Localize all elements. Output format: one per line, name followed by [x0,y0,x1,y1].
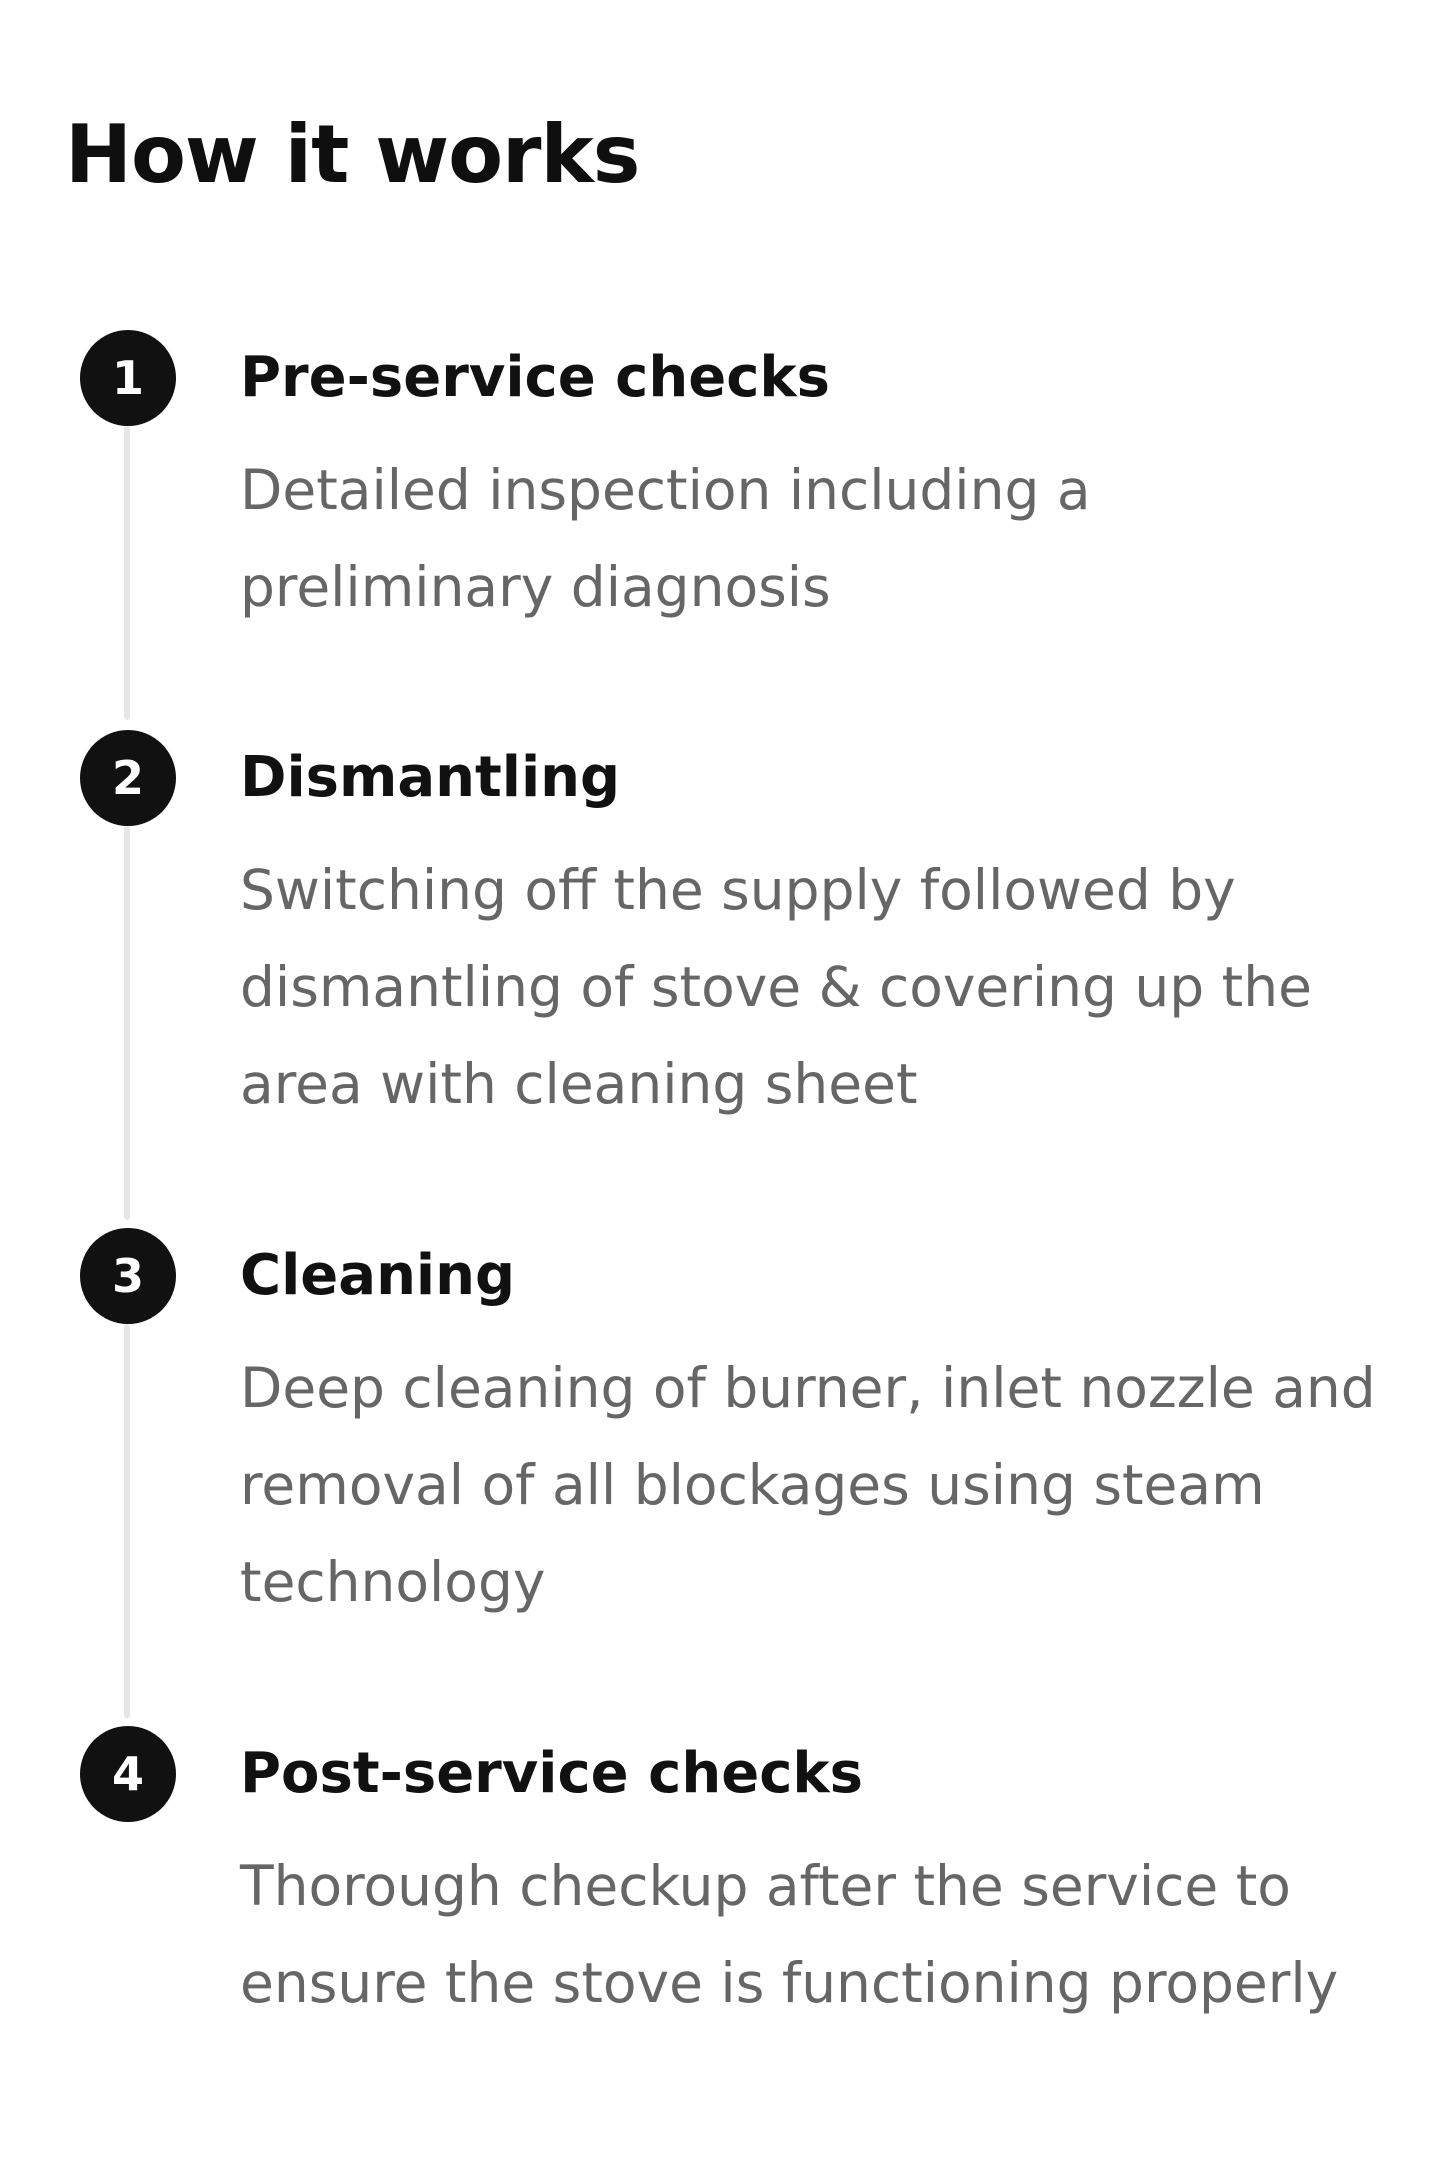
step-connector-line [124,1324,130,1718]
step-description: Switching off the supply followed by dismantling of stove & covering up the area with cleaning sheet [240,858,1312,1116]
page-title: How it works [65,108,640,201]
step-number-badge: 1 [80,330,176,426]
step-description: Detailed inspection including a preliminary diagnosis [240,458,1091,619]
step-title: Post-service checks [240,1741,863,1806]
step-number-badge: 2 [80,730,176,826]
step-title: Cleaning [240,1243,516,1308]
step-description: Thorough checkup after the service to ensure the stove is functioning properly [240,1854,1339,2015]
step-description: Deep cleaning of burner, inlet nozzle and removal of all blockages using steam technology [240,1356,1376,1614]
step-title: Pre-service checks [240,345,830,410]
step-number-badge: 4 [80,1726,176,1822]
step-number-badge: 3 [80,1228,176,1324]
step-title: Dismantling [240,745,621,810]
step-connector-line [124,826,130,1220]
step-connector-line [124,426,130,720]
